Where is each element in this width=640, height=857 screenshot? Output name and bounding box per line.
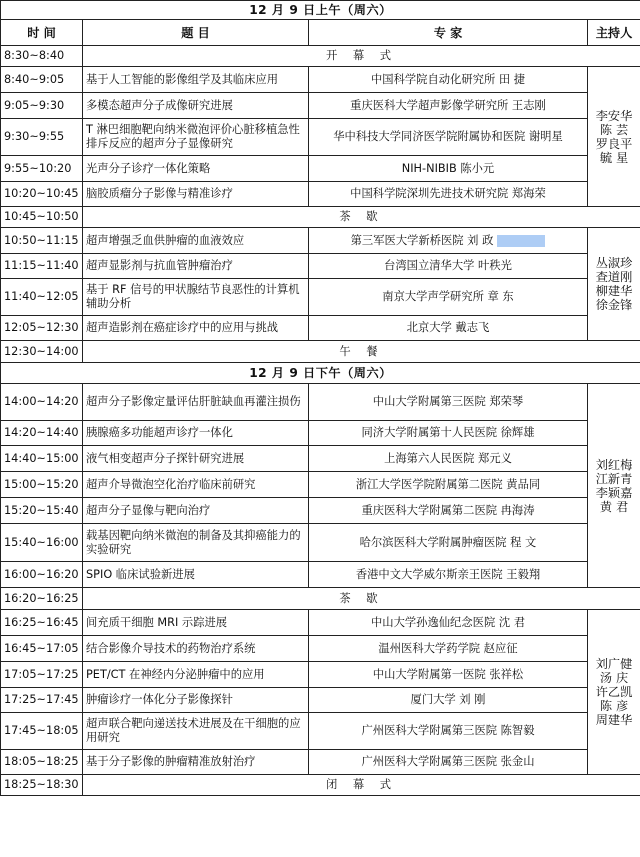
- row-time: 10:20~10:45: [1, 182, 83, 207]
- row-expert: 中国科学院深圳先进技术研究院 郑海荣: [309, 182, 588, 207]
- host-name: 陈 芸: [599, 122, 629, 137]
- row-expert: 广州医科大学附属第三医院 张金山: [309, 750, 588, 775]
- row-expert: 中山大学附属第三医院 郑荣琴: [309, 384, 588, 421]
- session-row: [1, 316, 640, 341]
- row-expert: 广州医科大学附属第三医院 陈智毅: [309, 713, 588, 750]
- day-title: 12 月 9 日上午（周六）: [1, 1, 640, 20]
- row-topic: 载基因靶向纳米微泡的制备及其抑癌能力的实验研究: [83, 524, 309, 562]
- expert-text: 第三军医大学新桥医院 刘 政: [350, 233, 494, 247]
- row-time: 15:40~16:00: [1, 524, 83, 562]
- row-time: 18:05~18:25: [1, 750, 83, 775]
- row-time: 17:45~18:05: [1, 713, 83, 750]
- header-time: 时 间: [1, 20, 83, 46]
- host-name: 汤 庆: [599, 671, 629, 685]
- row-time: 9:05~9:30: [1, 93, 83, 119]
- row-topic: 基于分子影像的肿瘤精准放射治疗: [83, 750, 309, 775]
- row-time: 12:30~14:00: [1, 341, 83, 363]
- row-expert: 中国科学院自动化研究所 田 捷: [309, 67, 588, 93]
- row-expert: 北京大学 戴志飞: [309, 316, 588, 341]
- row-topic: 超声分子显像与靶向治疗: [83, 498, 309, 524]
- column-header-row: [1, 20, 640, 46]
- row-expert: 南京大学声学研究所 章 东: [309, 279, 588, 316]
- row-topic: T 淋巴细胞靶向纳米微泡评价心脏移植急性排斥反应的超声分子显像研究: [83, 119, 309, 156]
- row-time: 16:25~16:45: [1, 610, 83, 636]
- host-name: 李颖嘉: [595, 485, 633, 500]
- session-row: [1, 93, 640, 119]
- row-expert: 中山大学附属第一医院 张祥松: [309, 662, 588, 688]
- row-expert: 浙江大学医学院附属第二医院 黄品同: [309, 472, 588, 498]
- host-name: 柳建华: [595, 284, 633, 298]
- session-row: [1, 67, 640, 93]
- session-row: [1, 279, 640, 316]
- session-row: [1, 750, 640, 775]
- session3-hosts: [588, 384, 640, 588]
- header-expert: 专 家: [309, 20, 588, 46]
- row-time: 9:55~10:20: [1, 156, 83, 182]
- row-expert: 同济大学附属第十人民医院 徐辉雄: [309, 421, 588, 446]
- row-topic: 结合影像介导技术的药物治疗系统: [83, 636, 309, 662]
- day-title: 12 月 9 日下午（周六）: [1, 363, 640, 384]
- row-topic: 超声介导微泡空化治疗临床前研究: [83, 472, 309, 498]
- text-selection-highlight: [497, 235, 545, 247]
- break-label: 茶 歇: [83, 588, 640, 610]
- row-expert: 上海第六人民医院 郑元义: [309, 446, 588, 472]
- day-header-afternoon: [1, 363, 640, 384]
- row-time: 11:15~11:40: [1, 254, 83, 279]
- session1-hosts: [588, 67, 640, 207]
- break-row: [1, 207, 640, 228]
- row-time: 8:30~8:40: [1, 46, 83, 67]
- session-row: [1, 446, 640, 472]
- session2-hosts: [588, 228, 640, 341]
- host-name: 查道刚: [595, 270, 633, 284]
- opening-row: [1, 46, 640, 67]
- row-topic: 液气相变超声分子探针研究进展: [83, 446, 309, 472]
- row-topic: 基于人工智能的影像组学及其临床应用: [83, 67, 309, 93]
- row-time: 9:30~9:55: [1, 119, 83, 156]
- row-time: 10:45~10:50: [1, 207, 83, 228]
- row-expert: 温州医科大学药学院 赵应征: [309, 636, 588, 662]
- session-row: [1, 713, 640, 750]
- host-name: 黄 君: [599, 499, 629, 514]
- row-topic: 胰腺癌多功能超声诊疗一体化: [83, 421, 309, 446]
- day-header-morning: [1, 1, 640, 20]
- row-time: 14:00~14:20: [1, 384, 83, 421]
- row-time: 16:45~17:05: [1, 636, 83, 662]
- closing-row: [1, 775, 640, 796]
- row-topic: 肿瘤诊疗一体化分子影像探针: [83, 688, 309, 713]
- header-topic: 题 目: [83, 20, 309, 46]
- row-topic: 间充质干细胞 MRI 示踪进展: [83, 610, 309, 636]
- host-name: 江新青: [595, 471, 633, 486]
- host-name: 罗良平: [595, 136, 633, 151]
- host-name: 刘红梅: [595, 457, 633, 472]
- row-topic: 超声分子影像定量评估肝脏缺血再灌注损伤: [83, 384, 309, 421]
- row-topic: 多模态超声分子成像研究进展: [83, 93, 309, 119]
- session-row: [1, 156, 640, 182]
- host-name: 徐金锋: [595, 298, 633, 312]
- row-time: 14:20~14:40: [1, 421, 83, 446]
- header-host: 主持人: [588, 20, 640, 46]
- row-expert: 哈尔滨医科大学附属肿瘤医院 程 文: [309, 524, 588, 562]
- session-row: [1, 610, 640, 636]
- session-row: [1, 182, 640, 207]
- host-name: 陈 彦: [599, 699, 629, 713]
- session-row: [1, 636, 640, 662]
- row-time: 18:25~18:30: [1, 775, 83, 796]
- break-label: 茶 歇: [83, 207, 640, 228]
- session-row: [1, 384, 640, 421]
- lunch-row: [1, 341, 640, 363]
- row-topic: 光声分子诊疗一体化策略: [83, 156, 309, 182]
- row-time: 17:05~17:25: [1, 662, 83, 688]
- row-time: 12:05~12:30: [1, 316, 83, 341]
- session-row: [1, 421, 640, 446]
- row-expert: 香港中文大学威尔斯亲王医院 王毅翔: [309, 562, 588, 588]
- closing-label: 闭 幕 式: [83, 775, 640, 796]
- row-expert: 中山大学孙逸仙纪念医院 沈 君: [309, 610, 588, 636]
- row-time: 17:25~17:45: [1, 688, 83, 713]
- host-name: 许乙凯: [595, 685, 633, 699]
- session-row: [1, 119, 640, 156]
- host-name: 丛淑珍: [595, 256, 633, 270]
- session-row: [1, 472, 640, 498]
- opening-label: 开 幕 式: [83, 46, 640, 67]
- row-time: 16:00~16:20: [1, 562, 83, 588]
- row-topic: PET/CT 在神经内分泌肿瘤中的应用: [83, 662, 309, 688]
- break-row: [1, 588, 640, 610]
- row-time: 14:40~15:00: [1, 446, 83, 472]
- host-name: 毓 星: [599, 150, 629, 165]
- row-time: 10:50~11:15: [1, 228, 83, 254]
- row-topic: 超声造影剂在癌症诊疗中的应用与挑战: [83, 316, 309, 341]
- row-topic: 超声联合靶向递送技术进展及在干细胞的应用研究: [83, 713, 309, 750]
- row-expert: 重庆医科大学附属第二医院 冉海涛: [309, 498, 588, 524]
- lunch-label: 午 餐: [83, 341, 640, 363]
- row-time: 15:00~15:20: [1, 472, 83, 498]
- row-topic: 脑胶质瘤分子影像与精准诊疗: [83, 182, 309, 207]
- session-row: [1, 498, 640, 524]
- row-time: 16:20~16:25: [1, 588, 83, 610]
- session4-hosts: [588, 610, 640, 775]
- row-topic: 超声显影剂与抗血管肿瘤治疗: [83, 254, 309, 279]
- host-name: 刘广健: [595, 657, 633, 671]
- row-time: 15:20~15:40: [1, 498, 83, 524]
- host-name: 周建华: [595, 713, 633, 727]
- host-name: 李安华: [595, 108, 633, 123]
- session-row: [1, 228, 640, 254]
- session-row: [1, 562, 640, 588]
- session-row: [1, 254, 640, 279]
- row-topic: 基于 RF 信号的甲状腺结节良恶性的计算机辅助分析: [83, 279, 309, 316]
- session-row: [1, 524, 640, 562]
- row-topic: SPIO 临床试验新进展: [83, 562, 309, 588]
- session-row: [1, 688, 640, 713]
- row-expert: 台湾国立清华大学 叶秩光: [309, 254, 588, 279]
- row-time: 11:40~12:05: [1, 279, 83, 316]
- session-row: [1, 662, 640, 688]
- row-expert: 华中科技大学同济医学院附属协和医院 谢明星: [309, 119, 588, 156]
- row-expert: NIH-NIBIB 陈小元: [309, 156, 588, 182]
- row-topic: 超声增强乏血供肿瘤的血液效应: [83, 228, 309, 254]
- row-time: 8:40~9:05: [1, 67, 83, 93]
- row-expert: 厦门大学 刘 刚: [309, 688, 588, 713]
- row-expert-highlighted: [309, 228, 588, 254]
- row-expert: 重庆医科大学超声影像学研究所 王志刚: [309, 93, 588, 119]
